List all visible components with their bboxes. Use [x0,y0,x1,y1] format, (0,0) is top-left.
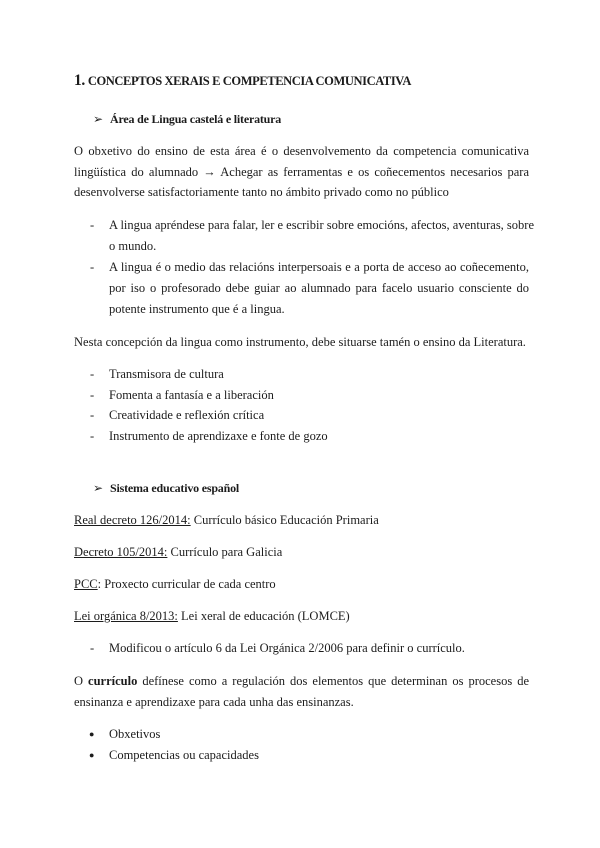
dash-marker: - [90,408,95,422]
arrow-bullet-icon: ➢ [93,112,103,126]
literature-list-item: Transmisora de cultura [109,367,224,381]
bullet-item: Competencias ou capacidades [109,748,259,762]
page-heading [74,73,411,89]
law-description: Lei xeral de educación (LOMCE) [177,609,350,623]
paragraph-line: desenvolverse satisfactoriamente tanto no ámbito privado como no público [74,185,449,199]
section-heading-sistema [93,481,239,496]
list-item-line: A lingua apréndese para falar, ler e escribir sobre emocións, afectos, aventuras, sobre [109,218,535,232]
law-reference: Real decreto 126/2014: [74,513,191,527]
literature-list-item: Fomenta a fantasía e a liberación [109,388,274,402]
section-title: Área de Lingua castelá e literatura [110,112,282,126]
dash-marker: - [90,218,95,232]
text-fragment: defínese como a regulación dos elementos que determinan os procesos de [137,674,529,688]
law-description: Currículo para Galicia [167,545,283,559]
law-description: Currículo básico Educación Primaria [190,513,379,527]
literature-intro: Nesta concepción da lingua como instrumento, debe situarse tamén o ensino da Literatura. [74,335,526,349]
literature-list-item: Instrumento de aprendizaxe e fonte de gozo [109,429,328,443]
dash-marker: - [90,260,95,274]
literature-list-item: Creatividade e reflexión crítica [109,408,265,422]
law-entry [74,513,379,528]
dash-marker: - [90,388,95,402]
list-item-line: A lingua é o medio das relacións interpersoais e a porta de acceso ao coñecemento, [109,260,529,274]
dash-marker: - [90,429,95,443]
curriculum-definition-line [74,674,529,689]
section-title: Sistema educativo español [110,481,240,495]
law-entry [74,545,282,560]
law-reference: Lei orgánica 8/2013: [74,609,178,623]
law-reference: PCC [74,577,98,591]
bullet-dot-icon: ● [89,750,95,760]
curriculum-term: currículo [88,674,138,688]
curriculum-definition-line: ensinanza e aprendizaxe para cada unha das ensinanzas. [74,695,354,709]
law-description: : Proxecto curricular de cada centro [97,577,276,591]
text-fragment: O [74,674,89,688]
paragraph-line: O obxetivo do ensino de esta área é o desenvolvemento da competencia comunicativa [74,144,529,158]
section-heading-lingua [93,112,281,127]
heading-number: 1. [74,72,85,89]
law-reference: Decreto 105/2014: [74,545,168,559]
list-item-line: o mundo. [109,239,157,253]
bullet-dot-icon: ● [89,729,95,739]
list-item-line: por iso o profesorado debe guiar ao alumnado para facelo usuario consciente do [109,281,529,295]
arrow-bullet-icon: ➢ [93,481,103,495]
list-item-line: potente instrumento que é a lingua. [109,302,285,316]
dash-marker: - [90,641,95,655]
dash-marker: - [90,367,95,381]
lomce-note: Modificou o artículo 6 da Lei Orgánica 2/2006 para definir o currículo. [109,641,465,655]
law-entry [74,577,276,592]
bullet-item: Obxetivos [109,727,161,741]
paragraph-line: lingüística do alumnado → Achegar as ferramentas e os coñecementos necesarios para [74,165,529,179]
law-entry [74,609,350,624]
heading-title: CONCEPTOS XERAIS E COMPETENCIA COMUNICATIVA [87,74,411,88]
